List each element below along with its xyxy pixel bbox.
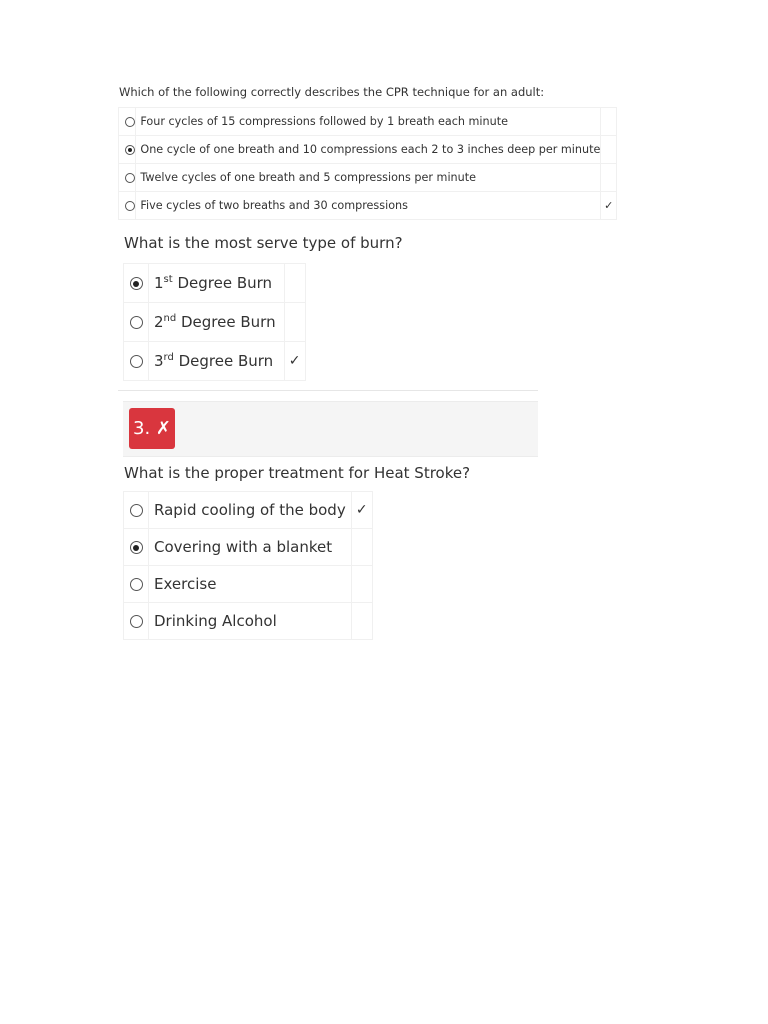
option-row[interactable] [124,603,373,640]
option-row[interactable] [119,164,617,192]
option-label: 2nd Degree Burn [149,303,285,342]
option-label: 3rd Degree Burn [149,342,285,381]
question-3 [118,462,538,640]
radio-button[interactable] [130,355,143,368]
check-mark-icon [601,108,617,136]
question-3-options [123,491,373,640]
radio-button-selected[interactable] [130,277,143,290]
check-mark-icon: ✓ [351,492,372,529]
option-label: Covering with a blanket [149,529,352,566]
radio-button[interactable] [125,173,135,183]
option-row[interactable] [124,566,373,603]
question-2-text: What is the most serve type of burn? [124,234,403,252]
radio-button[interactable] [130,615,143,628]
question-number-badge-incorrect: 3. ✗ [129,408,175,449]
question-1 [118,84,648,220]
option-row[interactable] [124,492,373,529]
radio-button[interactable] [125,117,135,127]
option-row[interactable] [124,303,306,342]
option-label: Drinking Alcohol [149,603,352,640]
radio-button[interactable] [130,316,143,329]
check-mark-icon [601,164,617,192]
option-label: Twelve cycles of one breath and 5 compressions per minute [136,164,601,192]
option-row[interactable] [119,192,617,220]
check-mark-icon [351,529,372,566]
check-mark-icon [351,566,372,603]
option-label: Five cycles of two breaths and 30 compressions [136,192,601,220]
check-mark-icon: ✓ [601,192,617,220]
question-3-text: What is the proper treatment for Heat Stroke? [124,464,471,482]
option-label: One cycle of one breath and 10 compressions each 2 to 3 inches deep per minute [136,136,601,164]
option-row[interactable] [124,342,306,381]
option-label: Rapid cooling of the body [149,492,352,529]
radio-button[interactable] [125,201,135,211]
question-2 [118,232,538,381]
question-1-text: Which of the following correctly describes the CPR technique for an adult: [119,85,545,99]
option-row[interactable] [124,264,306,303]
check-mark-icon: ✓ [284,342,305,381]
check-mark-icon [351,603,372,640]
question-1-options [118,107,617,220]
option-label: Exercise [149,566,352,603]
question-3-header [123,401,538,457]
radio-button-selected[interactable] [130,541,143,554]
check-mark-icon [284,264,305,303]
option-label: Four cycles of 15 compressions followed by 1 breath each minute [136,108,601,136]
check-mark-icon [284,303,305,342]
option-row[interactable] [124,529,373,566]
check-mark-icon [601,136,617,164]
option-label: 1st Degree Burn [149,264,285,303]
radio-button[interactable] [130,504,143,517]
divider [118,390,538,391]
option-row[interactable] [119,108,617,136]
option-row[interactable] [119,136,617,164]
question-2-options [123,263,306,381]
radio-button[interactable] [130,578,143,591]
radio-button-selected[interactable] [125,145,135,155]
